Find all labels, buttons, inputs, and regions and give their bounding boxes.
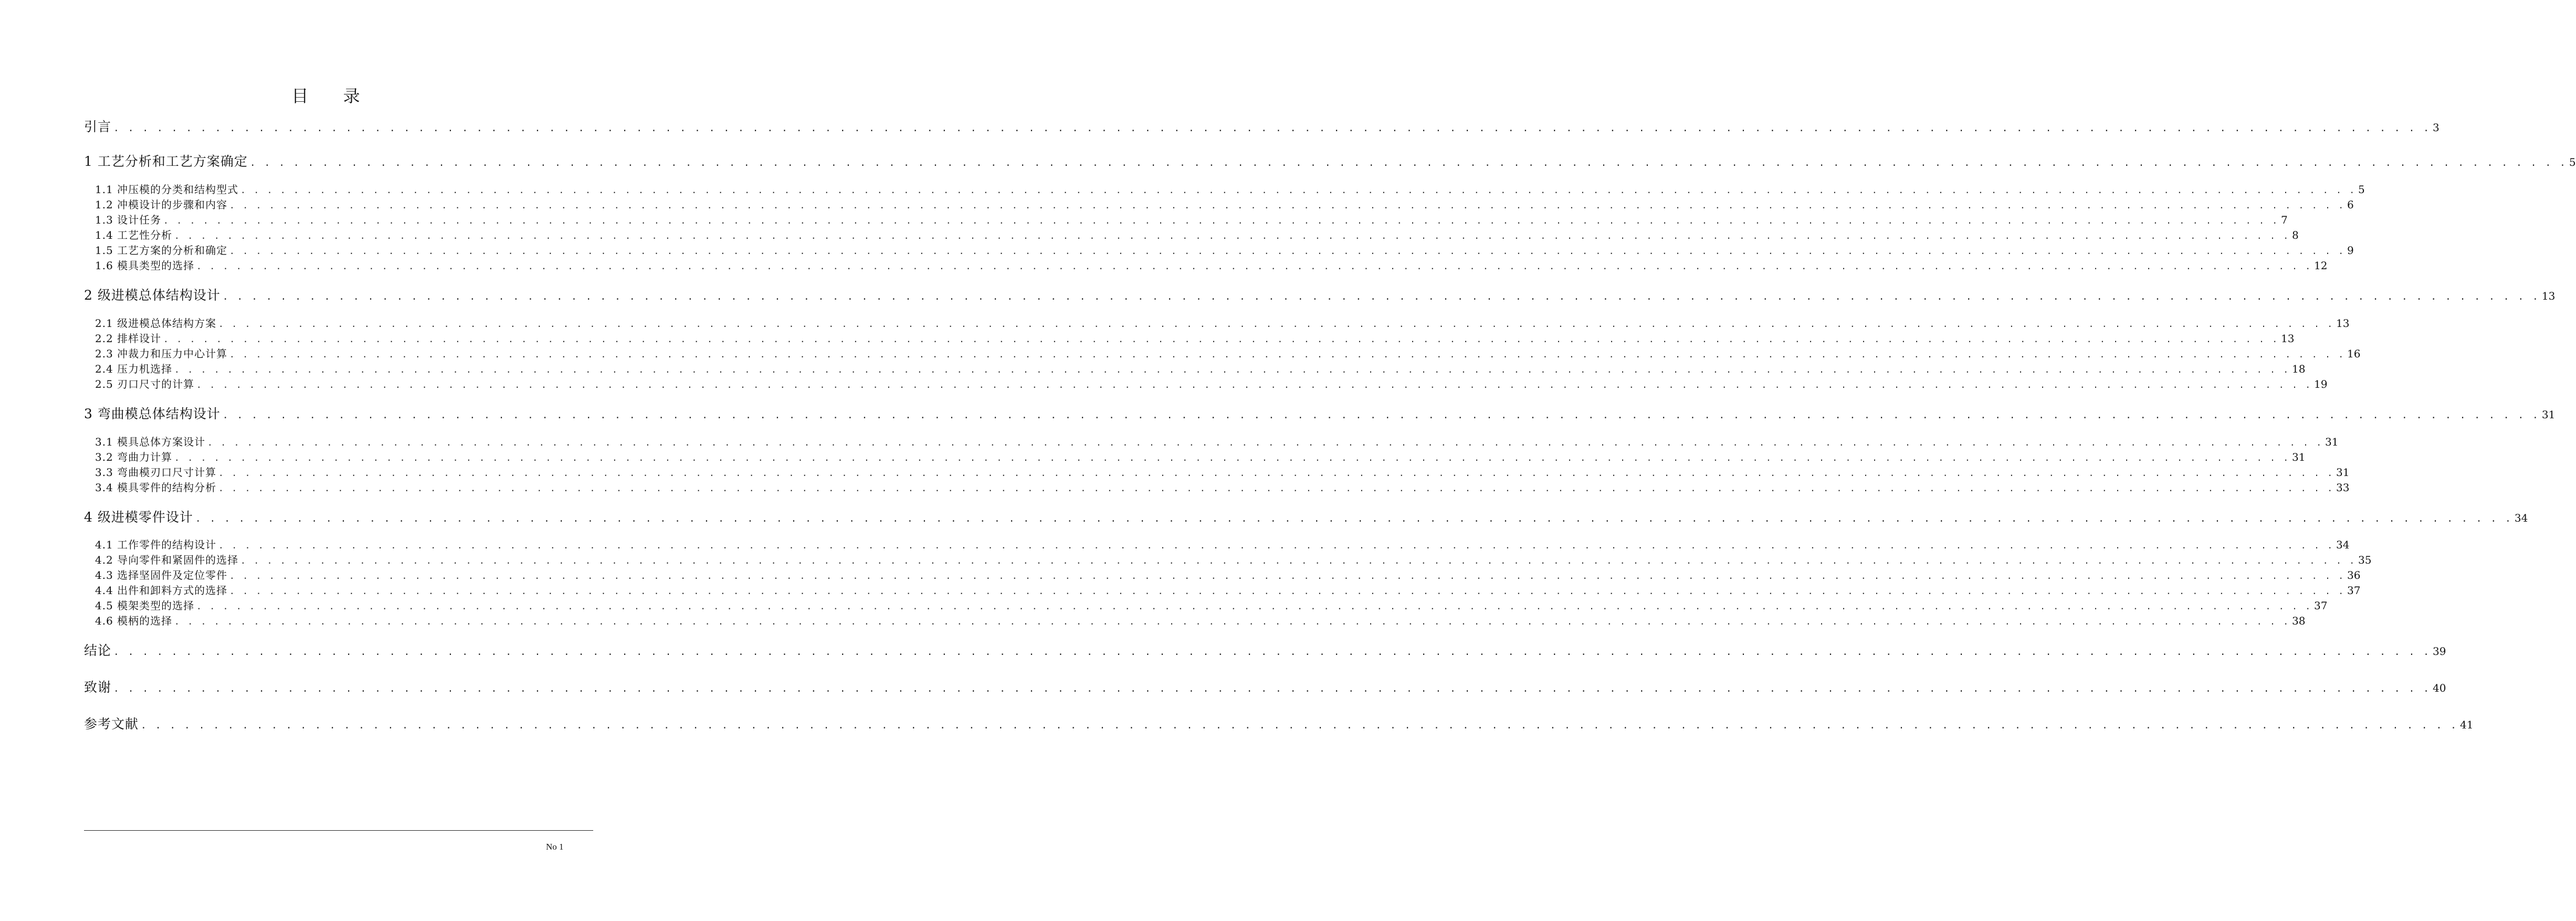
toc-entry-label: 3.3 弯曲模刃口尺寸计算 <box>95 466 217 479</box>
toc-dot-leader: . . . . . . . . . . . . . . . . . . . . . . . . . . . . . . . . . . . . . . . . . . . . . . . . . . . . . . . . . . . . . . . . . . . . . . . . . . . . . . . . . . . . . . . . . . . . . . . . . . . . . . . . . . . . . . . . . . . . . . . . . . . . . . . . . . . . . . . . . . . . . . . . . . . . . . . . . . . . . . . . <box>195 513 2512 524</box>
toc-entry-label: 4.1 工作零件的结构设计 <box>95 538 217 551</box>
toc-chapter-entry[interactable] <box>84 507 2528 526</box>
toc-entry-page-number: 33 <box>2336 481 2350 494</box>
toc-dot-leader: . . . . . . . . . . . . . . . . . . . . . . . . . . . . . . . . . . . . . . . . . . . . . . . . . . . . . . . . . . . . . . . . . . . . . . . . . . . . . . . . . . . . . . . . . . . . . . . . . . . . . . . . . . . . . . . . . . . . . . . . . . . . . . . . . . . . . . . . . . . . . . . . . . . . . . . . . . . . . . . . <box>218 468 2335 478</box>
toc-entry-page-number: 13 <box>2281 332 2295 345</box>
toc-dot-leader: . . . . . . . . . . . . . . . . . . . . . . . . . . . . . . . . . . . . . . . . . . . . . . . . . . . . . . . . . . . . . . . . . . . . . . . . . . . . . . . . . . . . . . . . . . . . . . . . . . . . . . . . . . . . . . . . . . . . . . . . . . . . . . . . . . . . . . . . . . . . . . . . . . . . . . . . . . . . . . . . <box>218 541 2335 551</box>
toc-entry-label: 4 级进模零件设计 <box>84 510 193 525</box>
toc-entry-label: 引言 <box>84 119 112 134</box>
toc-entry-label: 1.3 设计任务 <box>95 214 162 226</box>
toc-entry-label: 1.4 工艺性分析 <box>95 229 173 241</box>
toc-entry-label: 结论 <box>84 643 112 658</box>
toc-dot-leader: . . . . . . . . . . . . . . . . . . . . . . . . . . . . . . . . . . . . . . . . . . . . . . . . . . . . . . . . . . . . . . . . . . . . . . . . . . . . . . . . . . . . . . . . . . . . . . . . . . . . . . . . . . . . . . . . . . . . . . . . . . . . . . . . . . . . . . . . . . . . . . . . . . . . . . . . . . . . . . . . <box>249 157 2567 168</box>
toc-entry-page-number: 41 <box>2460 718 2474 731</box>
toc-section-entry[interactable] <box>84 536 2350 552</box>
toc-section-entry[interactable] <box>84 552 2372 567</box>
toc-dot-leader: . . . . . . . . . . . . . . . . . . . . . . . . . . . . . . . . . . . . . . . . . . . . . . . . . . . . . . . . . . . . . . . . . . . . . . . . . . . . . . . . . . . . . . . . . . . . . . . . . . . . . . . . . . . . . . . . . . . . . . . . . . . . . . . . . . . . . . . . . . . . . . . . . . . . . . . . . . . . . . . . <box>229 246 2346 256</box>
toc-dot-leader: . . . . . . . . . . . . . . . . . . . . . . . . . . . . . . . . . . . . . . . . . . . . . . . . . . . . . . . . . . . . . . . . . . . . . . . . . . . . . . . . . . . . . . . . . . . . . . . . . . . . . . . . . . . . . . . . . . . . . . . . . . . . . . . . . . . . . . . . . . . . . . . . . . . . . . . . . . . . . . . . <box>218 483 2335 493</box>
toc-entry-page-number: 9 <box>2347 244 2354 257</box>
toc-chapter-entry[interactable] <box>84 714 2474 733</box>
toc-entry-page-number: 19 <box>2314 378 2328 390</box>
toc-dot-leader: . . . . . . . . . . . . . . . . . . . . . . . . . . . . . . . . . . . . . . . . . . . . . . . . . . . . . . . . . . . . . . . . . . . . . . . . . . . . . . . . . . . . . . . . . . . . . . . . . . . . . . . . . . . . . . . . . . . . . . . . . . . . . . . . . . . . . . . . . . . . . . . . . . . . . . . . . . . . . . . . <box>240 185 2357 195</box>
toc-section-entry[interactable] <box>84 211 2288 227</box>
toc-entry-label: 4.2 导向零件和紧固件的选择 <box>95 554 239 566</box>
toc-entry-label: 参考文献 <box>84 716 139 732</box>
toc-section-entry[interactable] <box>84 582 2361 597</box>
toc-entry-label: 3.4 模具零件的结构分析 <box>95 481 217 494</box>
toc-chapter-entry[interactable] <box>84 677 2446 696</box>
toc-entry-label: 2 级进模总体结构设计 <box>84 288 220 303</box>
toc-entry-label: 致谢 <box>84 680 112 695</box>
toc-entry-page-number: 3 <box>2433 121 2440 134</box>
toc-section-entry[interactable] <box>84 315 2350 330</box>
toc-chapter-entry[interactable] <box>84 285 2556 304</box>
toc-entry-label: 2.3 冲裁力和压力中心计算 <box>95 347 228 360</box>
toc-entry-label: 1.5 工艺方案的分析和确定 <box>95 244 228 257</box>
toc-entry-page-number: 40 <box>2433 682 2446 694</box>
toc-section-entry[interactable] <box>84 612 2306 628</box>
toc-section-entry[interactable] <box>84 196 2354 211</box>
toc-section-entry[interactable] <box>84 345 2361 361</box>
toc-dot-leader: . . . . . . . . . . . . . . . . . . . . . . . . . . . . . . . . . . . . . . . . . . . . . . . . . . . . . . . . . . . . . . . . . . . . . . . . . . . . . . . . . . . . . . . . . . . . . . . . . . . . . . . . . . . . . . . . . . . . . . . . . . . . . . . . . . . . . . . . . . . . . . . . . . . . . . . . . . . . . . . . <box>207 438 2323 448</box>
toc-entry-label: 3.1 模具总体方案设计 <box>95 436 206 448</box>
toc-section-entry[interactable] <box>84 449 2306 464</box>
toc-entry-label: 1 工艺分析和工艺方案确定 <box>84 154 248 169</box>
toc-dot-leader: . . . . . . . . . . . . . . . . . . . . . . . . . . . . . . . . . . . . . . . . . . . . . . . . . . . . . . . . . . . . . . . . . . . . . . . . . . . . . . . . . . . . . . . . . . . . . . . . . . . . . . . . . . . . . . . . . . . . . . . . . . . . . . . . . . . . . . . . . . . . . . . . . . . . . . . . . . . . . . . . <box>113 123 2431 134</box>
toc-section-entry[interactable] <box>84 567 2361 582</box>
toc-entry-page-number: 37 <box>2347 584 2361 597</box>
toc-dot-leader: . . . . . . . . . . . . . . . . . . . . . . . . . . . . . . . . . . . . . . . . . . . . . . . . . . . . . . . . . . . . . . . . . . . . . . . . . . . . . . . . . . . . . . . . . . . . . . . . . . . . . . . . . . . . . . . . . . . . . . . . . . . . . . . . . . . . . . . . . . . . . . . . . . . . . . . . . . . . . . . . <box>163 334 2279 344</box>
toc-entry-page-number: 38 <box>2292 615 2306 627</box>
toc-dot-leader: . . . . . . . . . . . . . . . . . . . . . . . . . . . . . . . . . . . . . . . . . . . . . . . . . . . . . . . . . . . . . . . . . . . . . . . . . . . . . . . . . . . . . . . . . . . . . . . . . . . . . . . . . . . . . . . . . . . . . . . . . . . . . . . . . . . . . . . . . . . . . . . . . . . . . . . . . . . . . . . . <box>174 231 2290 241</box>
toc-entry-label: 4.4 出件和卸料方式的选择 <box>95 584 228 597</box>
toc-entry-page-number: 35 <box>2358 554 2372 566</box>
toc-section-entry[interactable] <box>84 433 2339 449</box>
toc-chapter-entry[interactable] <box>84 404 2556 422</box>
toc-entry-label: 2.5 刃口尺寸的计算 <box>95 378 195 390</box>
toc-entry-label: 4.3 选择坚固件及定位零件 <box>95 569 228 581</box>
toc-dot-leader: . . . . . . . . . . . . . . . . . . . . . . . . . . . . . . . . . . . . . . . . . . . . . . . . . . . . . . . . . . . . . . . . . . . . . . . . . . . . . . . . . . . . . . . . . . . . . . . . . . . . . . . . . . . . . . . . . . . . . . . . . . . . . . . . . . . . . . . . . . . . . . . . . . . . . . . . . . . . . . . . <box>222 410 2540 421</box>
toc-entry-page-number: 7 <box>2281 214 2288 226</box>
toc-dot-leader: . . . . . . . . . . . . . . . . . . . . . . . . . . . . . . . . . . . . . . . . . . . . . . . . . . . . . . . . . . . . . . . . . . . . . . . . . . . . . . . . . . . . . . . . . . . . . . . . . . . . . . . . . . . . . . . . . . . . . . . . . . . . . . . . . . . . . . . . . . . . . . . . . . . . . . . . . . . . . . . . <box>240 556 2357 566</box>
toc-section-entry[interactable] <box>84 257 2328 272</box>
toc-dot-leader: . . . . . . . . . . . . . . . . . . . . . . . . . . . . . . . . . . . . . . . . . . . . . . . . . . . . . . . . . . . . . . . . . . . . . . . . . . . . . . . . . . . . . . . . . . . . . . . . . . . . . . . . . . . . . . . . . . . . . . . . . . . . . . . . . . . . . . . . . . . . . . . . . . . . . . . . . . . . . . . . <box>229 586 2346 596</box>
toc-entry-page-number: 5 <box>2569 156 2576 168</box>
toc-entry-label: 1.1 冲压模的分类和结构型式 <box>95 183 239 196</box>
page-title: 目 录 <box>291 86 375 106</box>
toc-entry-page-number: 39 <box>2433 645 2446 658</box>
toc-entry-label: 2.2 排样设计 <box>95 332 162 345</box>
page-number: No 1 <box>546 842 564 852</box>
toc-dot-leader: . . . . . . . . . . . . . . . . . . . . . . . . . . . . . . . . . . . . . . . . . . . . . . . . . . . . . . . . . . . . . . . . . . . . . . . . . . . . . . . . . . . . . . . . . . . . . . . . . . . . . . . . . . . . . . . . . . . . . . . . . . . . . . . . . . . . . . . . . . . . . . . . . . . . . . . . . . . . . . . . <box>174 453 2290 463</box>
toc-entry-page-number: 12 <box>2314 259 2328 272</box>
toc-entry-label: 4.6 模柄的选择 <box>95 615 173 627</box>
toc-dot-leader: . . . . . . . . . . . . . . . . . . . . . . . . . . . . . . . . . . . . . . . . . . . . . . . . . . . . . . . . . . . . . . . . . . . . . . . . . . . . . . . . . . . . . . . . . . . . . . . . . . . . . . . . . . . . . . . . . . . . . . . . . . . . . . . . . . . . . . . . . . . . . . . . . . . . . . . . . . . . . . . . <box>229 200 2346 210</box>
toc-dot-leader: . . . . . . . . . . . . . . . . . . . . . . . . . . . . . . . . . . . . . . . . . . . . . . . . . . . . . . . . . . . . . . . . . . . . . . . . . . . . . . . . . . . . . . . . . . . . . . . . . . . . . . . . . . . . . . . . . . . . . . . . . . . . . . . . . . . . . . . . . . . . . . . . . . . . . . . . . . . . . . . . <box>218 319 2335 329</box>
toc-section-entry[interactable] <box>84 479 2350 494</box>
toc-dot-leader: . . . . . . . . . . . . . . . . . . . . . . . . . . . . . . . . . . . . . . . . . . . . . . . . . . . . . . . . . . . . . . . . . . . . . . . . . . . . . . . . . . . . . . . . . . . . . . . . . . . . . . . . . . . . . . . . . . . . . . . . . . . . . . . . . . . . . . . . . . . . . . . . . . . . . . . . . . . . . . . . <box>113 683 2431 694</box>
toc-entry-label: 1.6 模具类型的选择 <box>95 259 195 272</box>
toc-dot-leader: . . . . . . . . . . . . . . . . . . . . . . . . . . . . . . . . . . . . . . . . . . . . . . . . . . . . . . . . . . . . . . . . . . . . . . . . . . . . . . . . . . . . . . . . . . . . . . . . . . . . . . . . . . . . . . . . . . . . . . . . . . . . . . . . . . . . . . . . . . . . . . . . . . . . . . . . . . . . . . . . <box>229 350 2346 359</box>
toc-entry-page-number: 31 <box>2336 466 2350 479</box>
toc-entry-page-number: 6 <box>2347 198 2354 211</box>
toc-entry-page-number: 34 <box>2336 538 2350 551</box>
toc-dot-leader: . . . . . . . . . . . . . . . . . . . . . . . . . . . . . . . . . . . . . . . . . . . . . . . . . . . . . . . . . . . . . . . . . . . . . . . . . . . . . . . . . . . . . . . . . . . . . . . . . . . . . . . . . . . . . . . . . . . . . . . . . . . . . . . . . . . . . . . . . . . . . . . . . . . . . . . . . . . . . . . . <box>113 647 2431 658</box>
toc-entry-page-number: 36 <box>2347 569 2361 581</box>
toc-chapter-entry[interactable] <box>84 117 2440 135</box>
toc-entry-page-number: 16 <box>2347 347 2361 360</box>
toc-entry-page-number: 31 <box>2541 408 2556 421</box>
toc-entry-page-number: 37 <box>2314 599 2328 612</box>
toc-section-entry[interactable] <box>84 242 2354 257</box>
toc-entry-page-number: 31 <box>2325 436 2339 448</box>
toc-section-entry[interactable] <box>84 227 2299 242</box>
toc-entry-label: 3.2 弯曲力计算 <box>95 451 173 463</box>
toc-section-entry[interactable] <box>84 597 2328 612</box>
toc-entry-label: 1.2 冲模设计的步骤和内容 <box>95 198 228 211</box>
toc-entry-page-number: 34 <box>2514 512 2528 524</box>
toc-chapter-entry[interactable] <box>84 640 2446 659</box>
toc-dot-leader: . . . . . . . . . . . . . . . . . . . . . . . . . . . . . . . . . . . . . . . . . . . . . . . . . . . . . . . . . . . . . . . . . . . . . . . . . . . . . . . . . . . . . . . . . . . . . . . . . . . . . . . . . . . . . . . . . . . . . . . . . . . . . . . . . . . . . . . . . . . . . . . . . . . . . . . . . . . . . . . . <box>229 571 2346 581</box>
toc-dot-leader: . . . . . . . . . . . . . . . . . . . . . . . . . . . . . . . . . . . . . . . . . . . . . . . . . . . . . . . . . . . . . . . . . . . . . . . . . . . . . . . . . . . . . . . . . . . . . . . . . . . . . . . . . . . . . . . . . . . . . . . . . . . . . . . . . . . . . . . . . . . . . . . . . . . . . . . . . . . . . . . . <box>222 291 2540 302</box>
toc-chapter-entry[interactable] <box>84 151 2576 170</box>
toc-dot-leader: . . . . . . . . . . . . . . . . . . . . . . . . . . . . . . . . . . . . . . . . . . . . . . . . . . . . . . . . . . . . . . . . . . . . . . . . . . . . . . . . . . . . . . . . . . . . . . . . . . . . . . . . . . . . . . . . . . . . . . . . . . . . . . . . . . . . . . . . . . . . . . . . . . . . . . . . . . . . . . . . <box>174 365 2290 375</box>
toc-entry-page-number: 8 <box>2292 229 2299 241</box>
toc-entry-label: 3 弯曲模总体结构设计 <box>84 406 220 421</box>
toc-section-entry[interactable] <box>84 181 2365 196</box>
toc-entry-page-number: 13 <box>2541 290 2556 302</box>
toc-entry-page-number: 31 <box>2292 451 2306 463</box>
toc-section-entry[interactable] <box>84 464 2350 479</box>
toc-dot-leader: . . . . . . . . . . . . . . . . . . . . . . . . . . . . . . . . . . . . . . . . . . . . . . . . . . . . . . . . . . . . . . . . . . . . . . . . . . . . . . . . . . . . . . . . . . . . . . . . . . . . . . . . . . . . . . . . . . . . . . . . . . . . . . . . . . . . . . . . . . . . . . . . . . . . . . . . . . . . . . . . <box>196 261 2312 271</box>
toc-section-entry[interactable] <box>84 361 2306 376</box>
toc-entry-page-number: 5 <box>2358 183 2365 196</box>
toc-dot-leader: . . . . . . . . . . . . . . . . . . . . . . . . . . . . . . . . . . . . . . . . . . . . . . . . . . . . . . . . . . . . . . . . . . . . . . . . . . . . . . . . . . . . . . . . . . . . . . . . . . . . . . . . . . . . . . . . . . . . . . . . . . . . . . . . . . . . . . . . . . . . . . . . . . . . . . . . . . . . . . . . <box>196 601 2312 611</box>
toc-dot-leader: . . . . . . . . . . . . . . . . . . . . . . . . . . . . . . . . . . . . . . . . . . . . . . . . . . . . . . . . . . . . . . . . . . . . . . . . . . . . . . . . . . . . . . . . . . . . . . . . . . . . . . . . . . . . . . . . . . . . . . . . . . . . . . . . . . . . . . . . . . . . . . . . . . . . . . . . . . . . . . . . <box>174 617 2290 627</box>
toc-dot-leader: . . . . . . . . . . . . . . . . . . . . . . . . . . . . . . . . . . . . . . . . . . . . . . . . . . . . . . . . . . . . . . . . . . . . . . . . . . . . . . . . . . . . . . . . . . . . . . . . . . . . . . . . . . . . . . . . . . . . . . . . . . . . . . . . . . . . . . . . . . . . . . . . . . . . . . . . . . . . . . . . <box>141 720 2458 731</box>
toc-entry-label: 2.1 级进模总体结构方案 <box>95 317 217 330</box>
toc-dot-leader: . . . . . . . . . . . . . . . . . . . . . . . . . . . . . . . . . . . . . . . . . . . . . . . . . . . . . . . . . . . . . . . . . . . . . . . . . . . . . . . . . . . . . . . . . . . . . . . . . . . . . . . . . . . . . . . . . . . . . . . . . . . . . . . . . . . . . . . . . . . . . . . . . . . . . . . . . . . . . . . . <box>163 216 2279 226</box>
toc-entry-page-number: 18 <box>2292 363 2306 375</box>
footer-divider <box>84 830 593 831</box>
toc-entry-label: 4.5 模架类型的选择 <box>95 599 195 612</box>
toc-section-entry[interactable] <box>84 376 2328 391</box>
toc-entry-label: 2.4 压力机选择 <box>95 363 173 375</box>
toc-section-entry[interactable] <box>84 330 2295 345</box>
toc-dot-leader: . . . . . . . . . . . . . . . . . . . . . . . . . . . . . . . . . . . . . . . . . . . . . . . . . . . . . . . . . . . . . . . . . . . . . . . . . . . . . . . . . . . . . . . . . . . . . . . . . . . . . . . . . . . . . . . . . . . . . . . . . . . . . . . . . . . . . . . . . . . . . . . . . . . . . . . . . . . . . . . . <box>196 380 2312 390</box>
toc-entry-page-number: 13 <box>2336 317 2350 330</box>
